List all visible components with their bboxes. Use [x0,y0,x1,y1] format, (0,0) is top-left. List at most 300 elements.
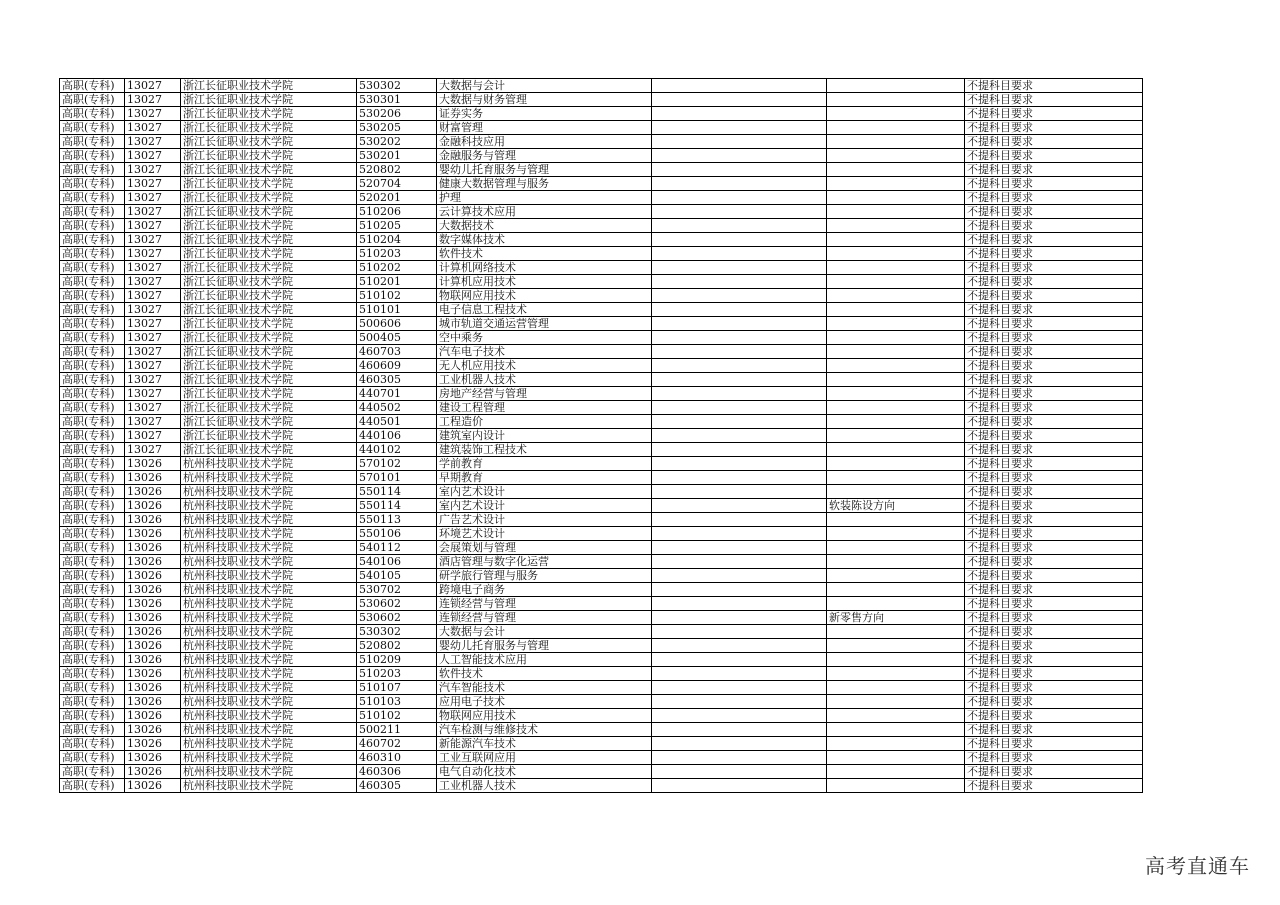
cell-major-code: 510206 [357,205,437,219]
cell-blank [652,471,827,485]
cell-school-code: 13026 [125,597,181,611]
cell-major-code: 440701 [357,387,437,401]
table-row [60,163,1143,177]
cell-major-code: 460305 [357,779,437,793]
cell-school-name: 杭州科技职业技术学院 [181,583,357,597]
cell-school-code: 13026 [125,765,181,779]
cell-school-code: 13027 [125,205,181,219]
cell-major-name: 无人机应用技术 [437,359,652,373]
cell-major-name: 广告艺术设计 [437,513,652,527]
table-row [60,219,1143,233]
cell-requirement: 不提科目要求 [965,667,1143,681]
cell-requirement: 不提科目要求 [965,317,1143,331]
cell-school-code: 13027 [125,415,181,429]
cell-school-code: 13026 [125,709,181,723]
cell-blank [652,345,827,359]
cell-blank [652,107,827,121]
cell-school-code: 13027 [125,345,181,359]
cell-direction: 软装陈设方向 [827,499,965,513]
cell-requirement: 不提科目要求 [965,737,1143,751]
cell-direction [827,303,965,317]
cell-school-code: 13026 [125,751,181,765]
cell-direction [827,191,965,205]
table-row [60,597,1143,611]
table-row [60,261,1143,275]
table-row [60,373,1143,387]
cell-school-name: 杭州科技职业技术学院 [181,695,357,709]
cell-blank [652,695,827,709]
cell-requirement: 不提科目要求 [965,149,1143,163]
cell-requirement: 不提科目要求 [965,373,1143,387]
cell-direction [827,765,965,779]
cell-requirement: 不提科目要求 [965,597,1143,611]
cell-school-name: 浙江长征职业技术学院 [181,359,357,373]
cell-major-name: 学前教育 [437,457,652,471]
table-row [60,653,1143,667]
cell-blank [652,667,827,681]
cell-level: 高职(专科) [60,527,125,541]
cell-major-code: 440502 [357,401,437,415]
cell-requirement: 不提科目要求 [965,625,1143,639]
enrollment-table [59,78,1143,793]
cell-major-name: 大数据技术 [437,219,652,233]
cell-requirement: 不提科目要求 [965,107,1143,121]
cell-school-code: 13026 [125,779,181,793]
table-row [60,513,1143,527]
cell-direction [827,429,965,443]
cell-level: 高职(专科) [60,779,125,793]
cell-level: 高职(专科) [60,709,125,723]
cell-direction [827,569,965,583]
cell-level: 高职(专科) [60,135,125,149]
cell-blank [652,93,827,107]
cell-direction [827,331,965,345]
cell-school-code: 13027 [125,303,181,317]
cell-school-name: 浙江长征职业技术学院 [181,121,357,135]
cell-level: 高职(专科) [60,583,125,597]
cell-school-name: 杭州科技职业技术学院 [181,639,357,653]
cell-major-name: 人工智能技术应用 [437,653,652,667]
cell-level: 高职(专科) [60,261,125,275]
cell-requirement: 不提科目要求 [965,457,1143,471]
cell-requirement: 不提科目要求 [965,779,1143,793]
cell-direction [827,247,965,261]
cell-requirement: 不提科目要求 [965,345,1143,359]
cell-blank [652,387,827,401]
cell-blank [652,331,827,345]
cell-school-code: 13027 [125,121,181,135]
cell-requirement: 不提科目要求 [965,247,1143,261]
cell-blank [652,275,827,289]
cell-level: 高职(专科) [60,177,125,191]
cell-school-name: 杭州科技职业技术学院 [181,527,357,541]
cell-major-name: 室内艺术设计 [437,499,652,513]
cell-direction [827,373,965,387]
cell-major-name: 连锁经营与管理 [437,611,652,625]
cell-major-name: 物联网应用技术 [437,709,652,723]
cell-school-name: 杭州科技职业技术学院 [181,513,357,527]
cell-direction [827,177,965,191]
cell-direction [827,555,965,569]
cell-blank [652,261,827,275]
cell-direction [827,345,965,359]
cell-direction [827,709,965,723]
cell-level: 高职(专科) [60,639,125,653]
cell-major-name: 会展策划与管理 [437,541,652,555]
cell-major-name: 计算机应用技术 [437,275,652,289]
cell-blank [652,513,827,527]
cell-major-name: 软件技术 [437,247,652,261]
cell-level: 高职(专科) [60,93,125,107]
cell-major-code: 510102 [357,289,437,303]
cell-direction [827,121,965,135]
cell-blank [652,639,827,653]
cell-blank [652,681,827,695]
cell-direction [827,513,965,527]
cell-direction [827,443,965,457]
cell-school-code: 13026 [125,555,181,569]
cell-major-name: 空中乘务 [437,331,652,345]
cell-level: 高职(专科) [60,443,125,457]
cell-blank [652,611,827,625]
cell-level: 高职(专科) [60,359,125,373]
cell-level: 高职(专科) [60,429,125,443]
cell-school-code: 13026 [125,583,181,597]
cell-major-name: 工业机器人技术 [437,779,652,793]
cell-major-code: 570102 [357,457,437,471]
cell-requirement: 不提科目要求 [965,583,1143,597]
cell-major-code: 510101 [357,303,437,317]
cell-direction: 新零售方向 [827,611,965,625]
cell-school-name: 浙江长征职业技术学院 [181,233,357,247]
cell-blank [652,485,827,499]
cell-direction [827,681,965,695]
cell-major-name: 金融科技应用 [437,135,652,149]
cell-school-name: 浙江长征职业技术学院 [181,135,357,149]
cell-direction [827,415,965,429]
cell-requirement: 不提科目要求 [965,639,1143,653]
cell-level: 高职(专科) [60,247,125,261]
cell-school-name: 杭州科技职业技术学院 [181,751,357,765]
cell-blank [652,723,827,737]
cell-major-code: 530301 [357,93,437,107]
cell-major-name: 酒店管理与数字化运营 [437,555,652,569]
table-row [60,191,1143,205]
cell-level: 高职(专科) [60,499,125,513]
table-row [60,555,1143,569]
table-row [60,583,1143,597]
cell-blank [652,415,827,429]
cell-major-code: 530602 [357,597,437,611]
cell-school-code: 13027 [125,219,181,233]
cell-major-name: 室内艺术设计 [437,485,652,499]
cell-school-name: 杭州科技职业技术学院 [181,569,357,583]
cell-blank [652,401,827,415]
cell-school-name: 浙江长征职业技术学院 [181,289,357,303]
cell-level: 高职(专科) [60,205,125,219]
cell-school-name: 浙江长征职业技术学院 [181,415,357,429]
cell-level: 高职(专科) [60,191,125,205]
cell-major-code: 550114 [357,499,437,513]
table-body [60,79,1143,793]
cell-direction [827,79,965,93]
cell-level: 高职(专科) [60,149,125,163]
cell-school-name: 浙江长征职业技术学院 [181,443,357,457]
cell-blank [652,135,827,149]
cell-major-code: 500211 [357,723,437,737]
cell-school-name: 杭州科技职业技术学院 [181,555,357,569]
cell-school-name: 浙江长征职业技术学院 [181,191,357,205]
cell-direction [827,597,965,611]
cell-direction [827,107,965,121]
cell-major-code: 440102 [357,443,437,457]
cell-direction [827,485,965,499]
cell-school-code: 13026 [125,485,181,499]
cell-major-name: 汽车智能技术 [437,681,652,695]
cell-major-code: 440106 [357,429,437,443]
cell-level: 高职(专科) [60,219,125,233]
cell-school-code: 13026 [125,667,181,681]
cell-requirement: 不提科目要求 [965,289,1143,303]
cell-major-name: 汽车检测与维修技术 [437,723,652,737]
cell-major-name: 数字媒体技术 [437,233,652,247]
cell-level: 高职(专科) [60,163,125,177]
cell-level: 高职(专科) [60,373,125,387]
cell-level: 高职(专科) [60,485,125,499]
cell-school-code: 13026 [125,541,181,555]
cell-blank [652,541,827,555]
cell-major-code: 540112 [357,541,437,555]
cell-direction [827,695,965,709]
cell-requirement: 不提科目要求 [965,751,1143,765]
cell-school-name: 杭州科技职业技术学院 [181,779,357,793]
cell-requirement: 不提科目要求 [965,177,1143,191]
cell-major-name: 应用电子技术 [437,695,652,709]
cell-direction [827,359,965,373]
cell-requirement: 不提科目要求 [965,429,1143,443]
cell-blank [652,765,827,779]
cell-major-code: 540105 [357,569,437,583]
table-row [60,205,1143,219]
cell-school-code: 13027 [125,429,181,443]
cell-requirement: 不提科目要求 [965,695,1143,709]
cell-major-code: 460703 [357,345,437,359]
table-row [60,695,1143,709]
cell-school-code: 13027 [125,331,181,345]
cell-requirement: 不提科目要求 [965,331,1143,345]
cell-major-code: 510201 [357,275,437,289]
cell-school-code: 13026 [125,611,181,625]
table-row [60,415,1143,429]
table-row [60,485,1143,499]
cell-blank [652,149,827,163]
cell-school-name: 杭州科技职业技术学院 [181,485,357,499]
cell-level: 高职(专科) [60,387,125,401]
cell-school-name: 浙江长征职业技术学院 [181,177,357,191]
cell-major-code: 520802 [357,639,437,653]
cell-major-code: 460702 [357,737,437,751]
cell-requirement: 不提科目要求 [965,303,1143,317]
cell-blank [652,359,827,373]
cell-major-name: 汽车电子技术 [437,345,652,359]
table-row [60,527,1143,541]
cell-major-name: 电子信息工程技术 [437,303,652,317]
cell-blank [652,443,827,457]
cell-blank [652,653,827,667]
cell-major-code: 550113 [357,513,437,527]
table-row [60,177,1143,191]
cell-school-name: 杭州科技职业技术学院 [181,541,357,555]
cell-level: 高职(专科) [60,611,125,625]
cell-school-code: 13026 [125,723,181,737]
cell-school-code: 13027 [125,79,181,93]
cell-requirement: 不提科目要求 [965,415,1143,429]
table-row [60,429,1143,443]
table-row [60,317,1143,331]
cell-blank [652,191,827,205]
cell-school-code: 13027 [125,191,181,205]
cell-school-code: 13027 [125,107,181,121]
table-row [60,107,1143,121]
cell-school-name: 浙江长征职业技术学院 [181,79,357,93]
cell-level: 高职(专科) [60,303,125,317]
cell-requirement: 不提科目要求 [965,191,1143,205]
cell-school-name: 浙江长征职业技术学院 [181,247,357,261]
cell-major-name: 计算机网络技术 [437,261,652,275]
table-row [60,779,1143,793]
cell-school-code: 13026 [125,681,181,695]
cell-requirement: 不提科目要求 [965,205,1143,219]
cell-major-code: 510209 [357,653,437,667]
cell-blank [652,177,827,191]
table-row [60,611,1143,625]
cell-requirement: 不提科目要求 [965,611,1143,625]
cell-level: 高职(专科) [60,121,125,135]
cell-requirement: 不提科目要求 [965,387,1143,401]
cell-direction [827,583,965,597]
cell-major-name: 证券实务 [437,107,652,121]
cell-major-code: 500405 [357,331,437,345]
cell-level: 高职(专科) [60,107,125,121]
cell-school-name: 浙江长征职业技术学院 [181,345,357,359]
cell-level: 高职(专科) [60,317,125,331]
cell-major-code: 510107 [357,681,437,695]
cell-school-name: 浙江长征职业技术学院 [181,205,357,219]
cell-school-name: 浙江长征职业技术学院 [181,219,357,233]
cell-level: 高职(专科) [60,275,125,289]
cell-major-code: 510203 [357,247,437,261]
cell-major-code: 530205 [357,121,437,135]
cell-major-code: 460305 [357,373,437,387]
cell-school-name: 浙江长征职业技术学院 [181,373,357,387]
cell-major-name: 工业机器人技术 [437,373,652,387]
cell-school-name: 浙江长征职业技术学院 [181,275,357,289]
cell-blank [652,429,827,443]
table-row [60,681,1143,695]
cell-major-code: 570101 [357,471,437,485]
cell-school-name: 杭州科技职业技术学院 [181,667,357,681]
table-row [60,331,1143,345]
table-row [60,79,1143,93]
cell-requirement: 不提科目要求 [965,261,1143,275]
cell-blank [652,373,827,387]
cell-school-code: 13027 [125,387,181,401]
cell-requirement: 不提科目要求 [965,513,1143,527]
cell-requirement: 不提科目要求 [965,163,1143,177]
table-row [60,275,1143,289]
cell-level: 高职(专科) [60,751,125,765]
cell-school-code: 13027 [125,163,181,177]
cell-direction [827,401,965,415]
cell-major-name: 建设工程管理 [437,401,652,415]
cell-direction [827,149,965,163]
cell-requirement: 不提科目要求 [965,401,1143,415]
cell-major-code: 550106 [357,527,437,541]
table-row [60,751,1143,765]
cell-blank [652,303,827,317]
cell-blank [652,597,827,611]
cell-school-code: 13027 [125,93,181,107]
table-row [60,667,1143,681]
cell-major-name: 大数据与会计 [437,625,652,639]
cell-direction [827,457,965,471]
table-row [60,569,1143,583]
cell-school-name: 杭州科技职业技术学院 [181,597,357,611]
cell-school-code: 13027 [125,359,181,373]
cell-requirement: 不提科目要求 [965,443,1143,457]
cell-level: 高职(专科) [60,513,125,527]
cell-requirement: 不提科目要求 [965,499,1143,513]
cell-requirement: 不提科目要求 [965,135,1143,149]
cell-major-name: 婴幼儿托育服务与管理 [437,163,652,177]
cell-school-name: 浙江长征职业技术学院 [181,317,357,331]
cell-level: 高职(专科) [60,345,125,359]
cell-school-code: 13026 [125,653,181,667]
cell-school-name: 浙江长征职业技术学院 [181,429,357,443]
cell-school-code: 13027 [125,373,181,387]
cell-major-name: 城市轨道交通运营管理 [437,317,652,331]
cell-major-name: 金融服务与管理 [437,149,652,163]
cell-major-code: 530302 [357,79,437,93]
cell-school-name: 浙江长征职业技术学院 [181,261,357,275]
cell-direction [827,275,965,289]
cell-direction [827,779,965,793]
cell-blank [652,737,827,751]
cell-level: 高职(专科) [60,765,125,779]
cell-requirement: 不提科目要求 [965,723,1143,737]
table-row [60,233,1143,247]
cell-requirement: 不提科目要求 [965,541,1143,555]
cell-school-name: 杭州科技职业技术学院 [181,499,357,513]
cell-requirement: 不提科目要求 [965,653,1143,667]
cell-major-code: 530201 [357,149,437,163]
cell-school-name: 浙江长征职业技术学院 [181,303,357,317]
cell-requirement: 不提科目要求 [965,527,1143,541]
cell-direction [827,541,965,555]
cell-major-name: 新能源汽车技术 [437,737,652,751]
cell-major-code: 530602 [357,611,437,625]
cell-blank [652,205,827,219]
cell-school-name: 浙江长征职业技术学院 [181,163,357,177]
cell-school-name: 杭州科技职业技术学院 [181,709,357,723]
cell-blank [652,289,827,303]
cell-level: 高职(专科) [60,653,125,667]
cell-school-name: 杭州科技职业技术学院 [181,625,357,639]
table-row [60,93,1143,107]
cell-level: 高职(专科) [60,681,125,695]
table-row [60,541,1143,555]
cell-major-code: 520201 [357,191,437,205]
